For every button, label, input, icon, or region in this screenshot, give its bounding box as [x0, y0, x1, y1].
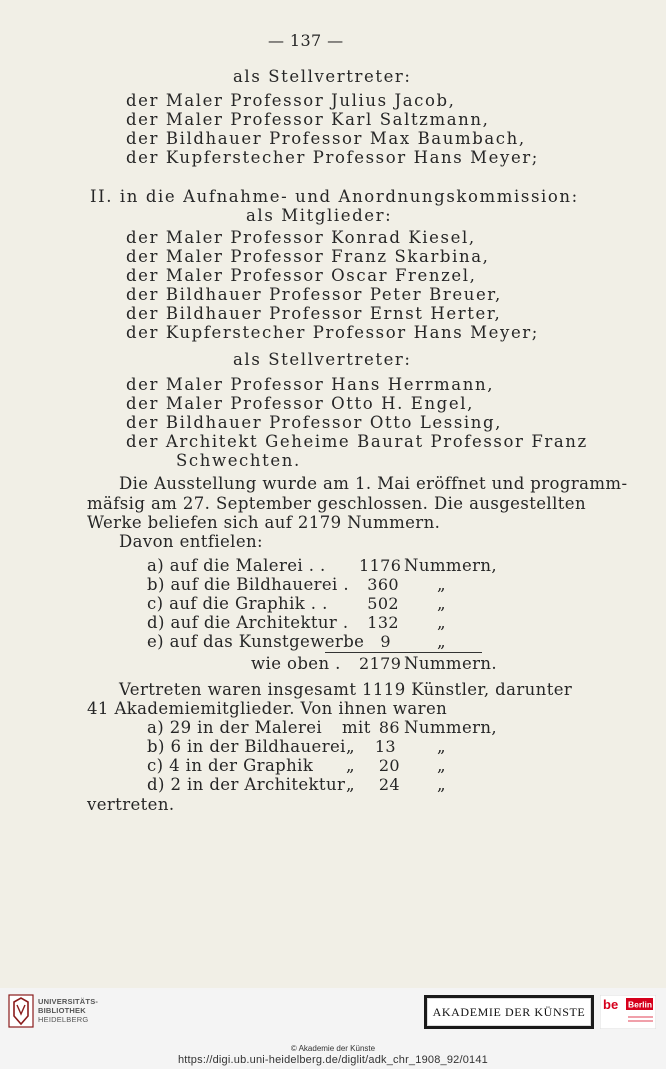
- total-value: 2179: [359, 654, 402, 673]
- table-row-label: a) 29 in der Malerei: [147, 718, 323, 737]
- table-row-value: 1176: [359, 556, 402, 575]
- table-row-value: 20: [378, 756, 400, 775]
- table-row-value: 9: [380, 632, 391, 651]
- be-berlin-logo[interactable]: [600, 995, 656, 1029]
- table-row-unit: „: [437, 775, 446, 794]
- member-line: der Bildhauer Professor Ernst Herter,: [126, 304, 502, 323]
- table-row-value: 13: [374, 737, 396, 756]
- member-line: der Bildhauer Professor Max Baumbach,: [126, 129, 526, 148]
- table-row-unit: „: [437, 632, 446, 651]
- table-row-unit: „: [437, 594, 446, 613]
- member-line: der Maler Professor Otto H. Engel,: [126, 394, 474, 413]
- table-row-unit: „: [437, 613, 446, 632]
- library-line: UNIVERSITÄTS-: [38, 997, 99, 1006]
- table-row-value: 502: [367, 594, 399, 613]
- total-label: wie oben .: [251, 654, 341, 673]
- table-row-label: b) 6 in der Bildhauerei: [147, 737, 346, 756]
- member-line: der Architekt Geheime Baurat Professor Franz: [126, 432, 588, 451]
- table-row-value: 86: [378, 718, 400, 737]
- table-row-unit: „: [437, 756, 446, 775]
- paragraph-line: Werke beliefen sich auf 2179 Nummern.: [87, 513, 441, 532]
- paragraph-line: mäfsig am 27. September geschlossen. Die ausgestellten: [87, 494, 586, 513]
- heading-stellvertreter: als Stellvertreter:: [233, 67, 412, 86]
- paragraph-line: vertreten.: [87, 795, 175, 814]
- table-row-value: 24: [378, 775, 400, 794]
- table-row-unit: Nummern,: [404, 556, 498, 575]
- table-row-unit: „: [437, 575, 446, 594]
- member-line: der Maler Professor Julius Jacob,: [126, 91, 456, 110]
- table-row-value: 132: [367, 613, 399, 632]
- section-heading: II. in die Aufnahme- und Anordnungskommission:: [90, 187, 579, 206]
- paragraph-line: Die Ausstellung wurde am 1. Mai eröffnet und programm-: [119, 474, 628, 493]
- table-row-unit: „: [437, 737, 446, 756]
- library-line: HEIDELBERG: [38, 1015, 89, 1024]
- member-line: der Maler Professor Hans Herrmann,: [126, 375, 495, 394]
- akademie-logo[interactable]: [424, 995, 594, 1029]
- table-row-label: b) auf die Bildhauerei .: [147, 575, 350, 594]
- table-row-mit: „: [346, 737, 355, 756]
- sum-rule: [325, 652, 482, 653]
- paragraph-line: Vertreten waren insgesamt 1119 Künstler, darunter: [119, 680, 573, 699]
- member-line: der Maler Professor Franz Skarbina,: [126, 247, 490, 266]
- heading-mitglieder: als Mitglieder:: [246, 206, 393, 225]
- paragraph-line: Davon entfielen:: [119, 532, 263, 551]
- table-row-label: d) 2 in der Architektur: [147, 775, 346, 794]
- copyright-text: © Akademie der Künste: [290, 1044, 376, 1053]
- member-line: der Bildhauer Professor Otto Lessing,: [126, 413, 503, 432]
- table-row-unit: Nummern,: [404, 718, 498, 737]
- member-line: der Bildhauer Professor Peter Breuer,: [126, 285, 502, 304]
- svg-text:Berlin: Berlin: [628, 999, 653, 1010]
- table-row-label: a) auf die Malerei . .: [147, 556, 326, 575]
- permalink-url[interactable]: https://digi.ub.uni-heidelberg.de/diglit/adk_chr_1908_92/0141: [177, 1054, 489, 1066]
- table-row-label: c) 4 in der Graphik: [147, 756, 314, 775]
- library-name[interactable]: [38, 997, 98, 1024]
- library-line: BIBLIOTHEK: [38, 1006, 86, 1015]
- akademie-logo-text: AKADEMIE DER KÜNSTE: [427, 998, 591, 1026]
- paragraph-line: 41 Akademiemitglieder. Von ihnen waren: [87, 699, 448, 718]
- heading-stellvertreter-2: als Stellvertreter:: [233, 350, 412, 369]
- total-unit: Nummern.: [404, 654, 498, 673]
- svg-text:be: be: [603, 997, 619, 1012]
- page-number: — 137 —: [268, 31, 344, 50]
- table-row-label: c) auf die Graphik . .: [147, 594, 328, 613]
- table-row-label: e) auf das Kunstgewerbe: [147, 632, 365, 651]
- member-line: der Maler Professor Oscar Frenzel,: [126, 266, 477, 285]
- member-line: der Maler Professor Karl Saltzmann,: [126, 110, 490, 129]
- table-row-mit: „: [346, 756, 355, 775]
- member-line: der Maler Professor Konrad Kiesel,: [126, 228, 476, 247]
- library-seal-icon: [8, 994, 34, 1032]
- table-row-mit: mit: [342, 718, 371, 737]
- member-line: der Kupferstecher Professor Hans Meyer;: [126, 148, 539, 167]
- table-row-value: 360: [367, 575, 399, 594]
- table-row-label: d) auf die Architektur .: [147, 613, 349, 632]
- table-row-mit: „: [346, 775, 355, 794]
- member-line: der Kupferstecher Professor Hans Meyer;: [126, 323, 539, 342]
- member-line: Schwechten.: [176, 451, 301, 470]
